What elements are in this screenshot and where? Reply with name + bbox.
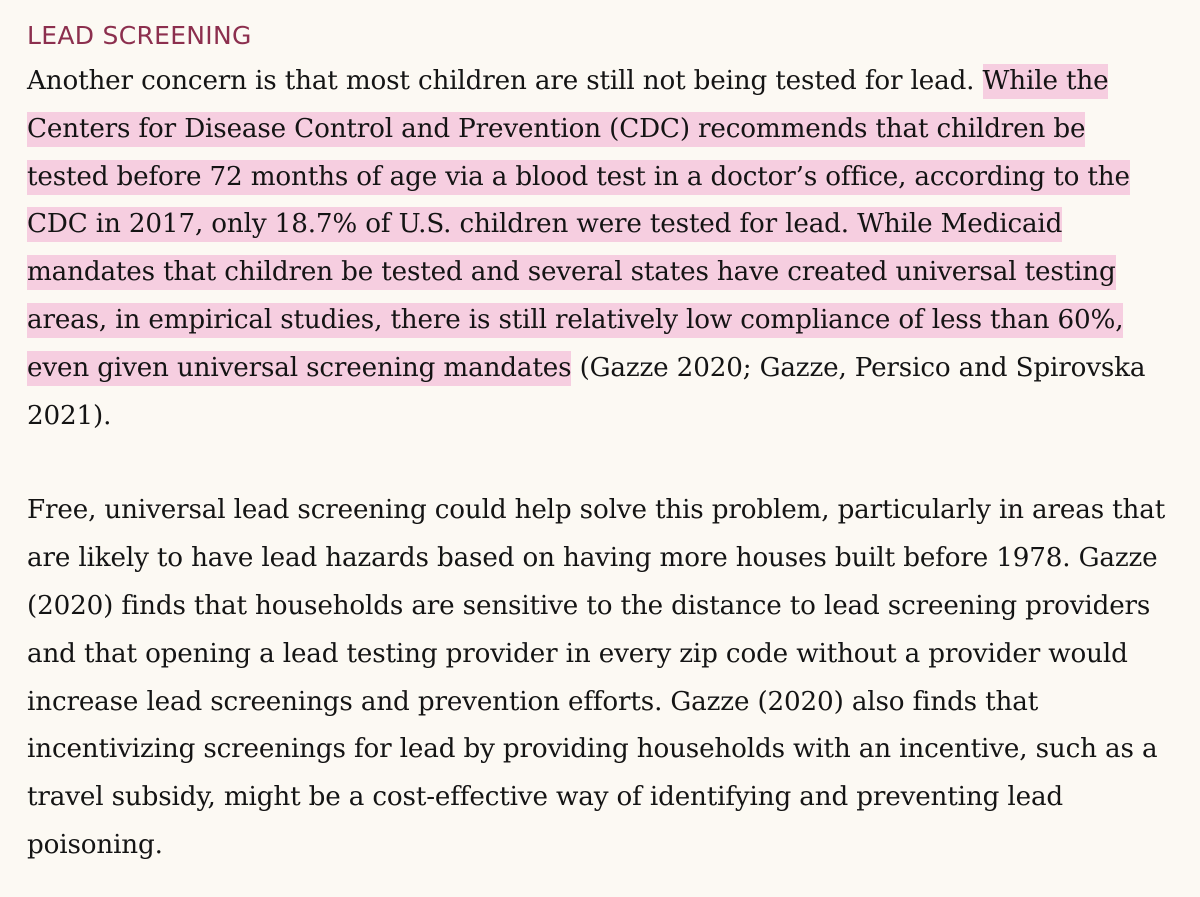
citation-text: (Gazze 2020; Gazze, Persico and Spirovska 2021).	[27, 352, 1146, 431]
paragraph-lead-testing-concern	[27, 58, 1170, 440]
paragraph-universal-screening: Free, universal lead screening could help solve this problem, particularly in areas that are likely to have lead hazards based on having more houses built before 1978. Gazze (2020) finds that households are sensitive to the distance to lead screening providers and that opening a lead testing provider in every zip code without a provider would increase lead screenings and prevention efforts. Gazze (2020) also finds that incentivizing screenings for lead by providing households with an incentive, such as a travel subsidy, might be a cost-effective way of identifying and preventing lead poisoning.	[27, 495, 1166, 860]
section-heading: LEAD SCREENING	[27, 21, 252, 50]
paragraph-lead-in: Another concern is that most children are still not being tested for lead.	[27, 66, 983, 96]
highlighted-passage[interactable]: While the Centers for Disease Control and Prevention (CDC) recommends that children be tested before 72 months of age via a blood test in a doctor’s office, according to the CDC in 2017, only 18.7% of U.S. children were tested for lead. While Medicaid mandates that children be tested and several states have created universal testing areas, in empirical studies, there is still relatively low compliance of less than 60%, even given universal screening mandates	[27, 64, 1130, 386]
